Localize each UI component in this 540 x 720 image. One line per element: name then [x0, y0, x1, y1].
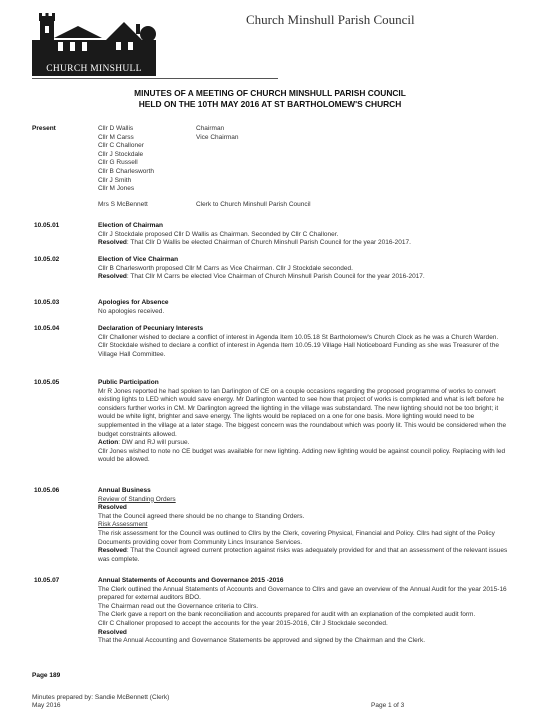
title-line-1: MINUTES OF A MEETING OF CHURCH MINSHULL PARISH COUNCIL: [134, 88, 406, 98]
item-number: 10.05.02: [34, 256, 60, 263]
item-text: Cllr B Charlesworth proposed Cllr M Carrs as Vice Chairman. Cllr J Stockdale seconded.: [98, 264, 353, 272]
item-text: The Clerk gave a report on the bank reconciliation and accounts prepared for audit with an explanation of the completed audit form.: [98, 611, 476, 619]
resolved-label: Resolved: [98, 504, 127, 512]
item-number: 10.05.01: [34, 222, 60, 229]
footer-date: May 2016: [32, 702, 61, 709]
present-roles: [196, 125, 239, 142]
item-text: The Clerk outlined the Annual Statements of Accounts and Governance to Cllrs and gave an overview of the Annual Audit for the year 2015-16 prepared for external auditors BDO.: [98, 585, 507, 602]
present-name: Cllr D Wallis: [98, 125, 134, 132]
item-text: The risk assessment for the Council was outlined to Cllrs by the Clerk, covering Physical, Financial and Policy. Cllrs had sight of the Policy Documents providing cover from Community Lincs Insurance Services.: [98, 529, 495, 546]
item-text: Cllr J Stockdale proposed Cllr D Wallis as Chairman. Seconded by Cllr C Challoner.: [98, 230, 339, 238]
item-heading: Apologies for Absence: [98, 299, 169, 306]
present-name: Cllr G Russell: [98, 159, 138, 167]
resolved-label: Resolved: [98, 547, 127, 555]
present-name: Cllr M Jones: [98, 185, 135, 193]
item-action: [98, 439, 512, 448]
item-heading: Election of Chairman: [98, 222, 164, 229]
resolved-text: That the Annual Accounting and Governance Statements be approved and signed by the Chairman and the Clerk.: [98, 637, 426, 645]
item-number: 10.05.03: [34, 299, 60, 306]
council-name: Church Minshull Parish Council: [246, 12, 415, 27]
page-number: Page 1 of 3: [371, 702, 405, 709]
resolved-label: Resolved: [98, 273, 127, 281]
item-heading: Public Participation: [98, 379, 159, 386]
title-line-2: HELD ON THE 10TH MAY 2016 AT ST BARTHOLOMEW'S CHURCH: [138, 99, 402, 109]
present-name: Cllr J Smith: [98, 176, 132, 184]
present-name: Cllr C Challoner: [98, 142, 144, 150]
resolved-label: Resolved: [98, 239, 127, 247]
item-text: Cllr Challoner wished to declare a conflict of interest in Agenda Item 10.05.18 St Bartholomew's Church Clock as he was a Church Warden.: [98, 333, 499, 341]
present-role: Vice Chairman: [196, 133, 239, 141]
item-heading: Election of Vice Chairman: [98, 256, 179, 263]
present-name: Cllr J Stockdale: [98, 150, 144, 158]
resolved-label: Resolved: [98, 628, 127, 636]
present-label: Present: [32, 125, 56, 132]
item-text: No apologies received.: [98, 307, 165, 315]
present-name: Cllr M Carss: [98, 133, 134, 141]
item-subheading: Risk Assessment: [98, 521, 148, 529]
present-name: Cllr B Charlesworth: [98, 167, 154, 175]
page-reference: Page 189: [32, 672, 61, 679]
present-names: [98, 125, 154, 194]
present-role: Chairman: [196, 125, 225, 132]
prepared-by: Minutes prepared by: Sandie McBennett (Clerk): [32, 694, 170, 701]
clerk-name: Mrs S McBennett: [98, 201, 148, 208]
item-number: 10.05.07: [34, 577, 60, 584]
council-logo: [32, 12, 156, 76]
logo-text: CHURCH MINSHULL: [32, 62, 156, 76]
item-number: 10.05.04: [34, 325, 60, 332]
item-resolution: [98, 547, 512, 564]
header-divider: [32, 78, 278, 79]
item-heading: Declaration of Pecuniary Interests: [98, 325, 204, 332]
item-text: Cllr C Challoner proposed to accept the accounts for the year 2015-2016, Cllr J Stockdale seconded.: [98, 619, 388, 627]
item-resolution: [98, 273, 512, 282]
item-heading: Annual Business: [98, 487, 151, 494]
action-label: Action: [98, 439, 119, 447]
item-text: Cllr Jones wished to note no CE budget was available for new lighting. Adding new lighting would be against council policy. Replacing with led would be allowed.: [98, 447, 506, 464]
item-text: Mr R Jones reported he had spoken to Ian Darlington of CE on a couple occasions regarding the proposed programme of works to convert existing lights to LED which would save energy. Mr Darlington wanted to see how that project of works is completed and what is left before he considers further works in CM. Mr Darlington agreed the lighting in the village was substandard. The new lighting should not be too bright; it would be white light, brighter and save energy. The lights would be replaced on a one for one basis. More lighting would need to be supplemented in the village at a later stage. The biggest concern was the roundabout which was poorly lit. This would be considered when the budget constraints allowed.: [98, 387, 507, 438]
church-silhouette-icon: [32, 12, 156, 64]
item-subheading: Review of Standing Orders: [98, 495, 176, 503]
item-text: Cllr Stockdale wished to declare a conflict of interest in Agenda Item 10.05.19 Village Hall Noticeboard Funding as she was Treasurer of the Village Hall Committee.: [98, 342, 499, 358]
clerk-role: Clerk to Church Minshull Parish Council: [196, 201, 311, 208]
action-text: : DW and RJ will pursue.: [118, 439, 190, 447]
item-number: 10.05.05: [34, 379, 60, 386]
resolved-text: : That Cllr D Wallis be elected Chairman of Church Minshull Parish Council for the year 2016-2017.: [126, 239, 411, 247]
minutes-title: [0, 88, 540, 110]
resolved-text: : That Cllr M Carrs be elected Vice Chairman of Church Minshull Parish Council for the year 2016-2017.: [126, 273, 425, 281]
resolved-text: : That the Council agreed current protection against risks was adequately provided for and that an assessment of the relevant issues was complete.: [98, 547, 508, 563]
item-text: That the Council agreed there should be no change to Standing Orders.: [98, 512, 305, 520]
item-text: The Chairman read out the Governance criteria to Cllrs.: [98, 602, 259, 610]
item-number: 10.05.06: [34, 487, 60, 494]
item-resolution: [98, 239, 512, 248]
item-heading: Annual Statements of Accounts and Governance 2015 -2016: [98, 577, 284, 584]
